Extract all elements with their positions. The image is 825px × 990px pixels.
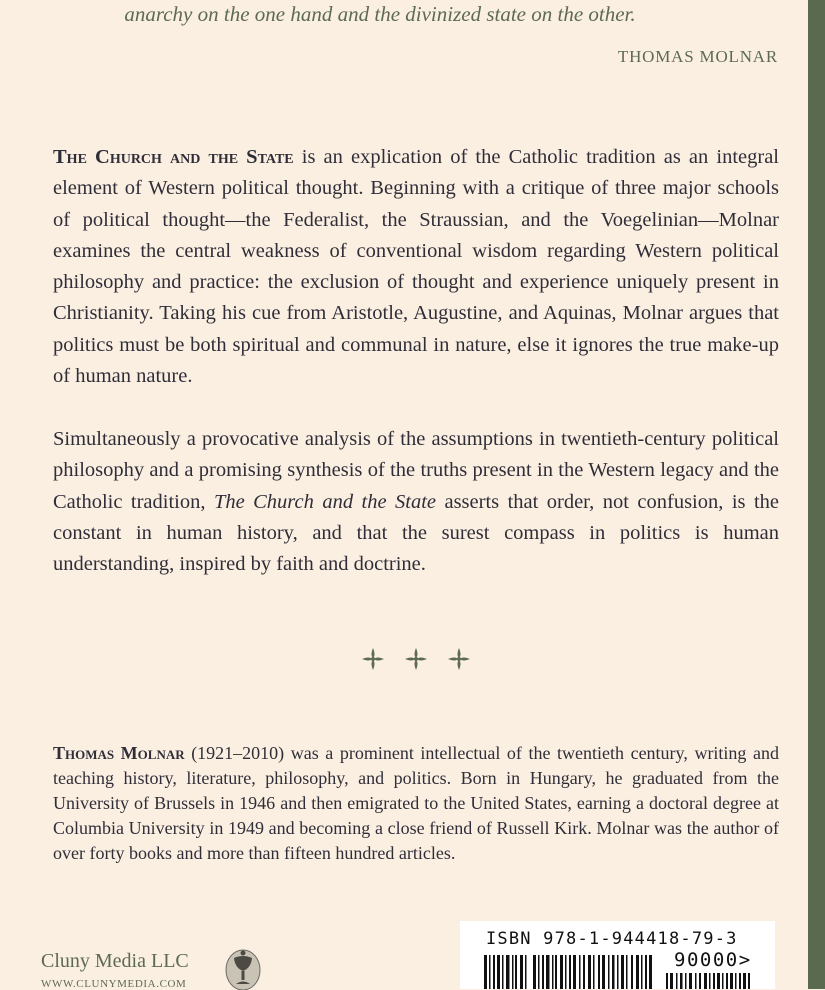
epigraph-quote [60,1,700,27]
book-title-smallcaps: The Church and the State [53,146,294,168]
author-bio [53,741,779,866]
author-bio-text: (1921–2010) was a prominent intellectual of the twentieth century, writing and teaching history, literature, philosophy, and politics. Born in Hungary, he graduated from the University of Brussels in 1946 and then emigrated to the United States, earning a doctoral degree at Columbia University in 1949 and becoming a close friend of Russell Kirk. Molnar was the author of over forty books and more than fifteen hundred articles. [53,743,779,863]
description-paragraph-1 [53,142,779,392]
fleuron-ornament-icon [360,646,386,672]
fleuron-ornament-icon [403,646,429,672]
paragraph-2-before: Simultaneously a provocative analysis of the assumptions in twentieth-century political philosophy and a promising synthesis of the truths present in the Western legacy and the Catholic tradition, [53,428,779,513]
publisher-url: WWW.CLUNYMEDIA.COM [41,978,187,990]
price-code: 90000> [674,949,752,971]
fleuron-ornament-icon [446,646,472,672]
chalice-emblem-icon [225,946,261,990]
epigraph-line: anarchy on the one hand and the divinized state on the other. [124,2,636,26]
author-name-smallcaps: Thomas Molnar [53,743,185,763]
fleuron-divider [360,646,472,672]
paragraph-2-after: asserts that order, not confusion, is the constant in human history, and that the surest compass in politics is human understanding, inspired by faith and doctrine. [53,490,779,576]
description-paragraph-2 [53,424,779,580]
isbn-barcode [460,921,775,989]
paragraph-1-text: is an explication of the Catholic tradition as an integral element of Western political thought. Beginning with a critique of three major schools of political thought—the Federalist, the Straussian, and the Voegelinian—Molnar examines the central weakness of conventional wisdom regarding Western political philosophy and practice: the exclusion of thought and experience uniquely present in Christianity. Taking his cue from Aristotle, Augustine, and Aquinas, Molnar argues that politics must be both spiritual and communal in nature, else it ignores the true make-up of human nature. [53,146,779,388]
publisher-name: Cluny Media LLC [41,950,189,972]
spine-edge [808,0,825,989]
book-title-italic: The Church and the State [213,490,437,513]
isbn-number: ISBN 978-1-944418-79-3 [486,929,738,949]
epigraph-author: THOMAS MOLNAR [617,47,778,66]
barcode-bars [460,921,775,989]
